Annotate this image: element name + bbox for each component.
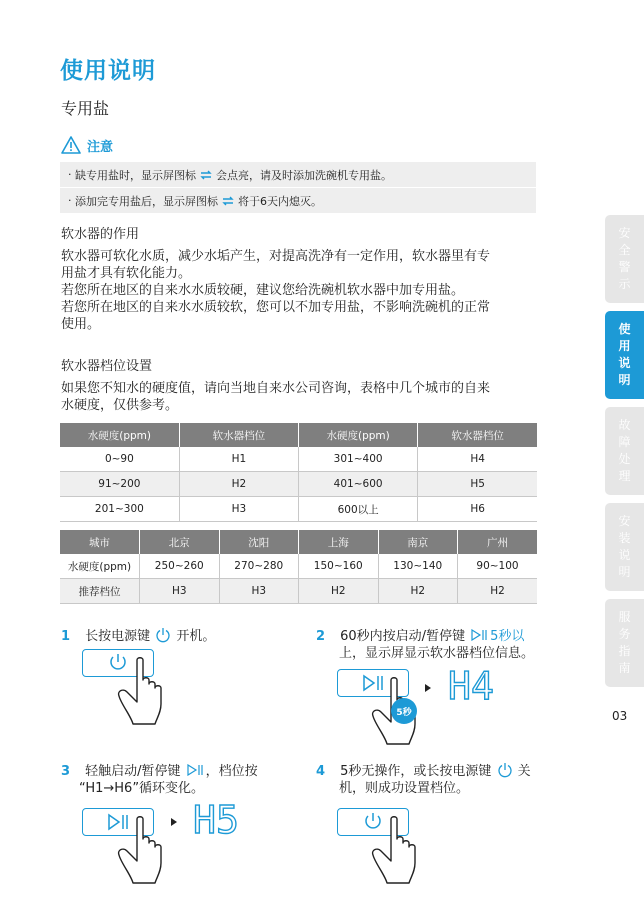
table-cell: 130~140	[378, 554, 458, 579]
tab-char: 处	[618, 452, 631, 466]
table-row	[60, 447, 537, 472]
tab-char: 装	[618, 531, 631, 545]
note-text-before: 缺专用盐时，显示屏图标	[75, 168, 196, 182]
step-number: 3	[61, 764, 71, 779]
step-text: 关	[517, 764, 531, 779]
softener-paragraph	[61, 248, 537, 333]
table-cell: 600以上	[299, 497, 418, 522]
table-cell: 水硬度(ppm)	[60, 554, 140, 579]
note-text-after: 将于6天内熄灭。	[238, 194, 322, 208]
step-text: 机，则成功设置档位。	[339, 781, 470, 796]
levels-paragraph	[61, 380, 537, 414]
tab-char: 务	[618, 627, 631, 641]
step-3	[61, 760, 301, 797]
sidebar-tab-service[interactable]	[605, 599, 644, 687]
section-title: 专用盐	[61, 99, 110, 118]
display-readout	[448, 668, 496, 702]
pressing-hand-icon	[116, 815, 166, 887]
display-text: H4	[448, 668, 494, 702]
step-2	[316, 625, 606, 662]
tab-char: 理	[618, 469, 631, 483]
tab-char: 安	[618, 514, 631, 528]
levels-line: 水硬度，仅供参考。	[61, 398, 179, 413]
table-cell: H2	[378, 579, 458, 604]
table-header: 软水器档位	[418, 423, 537, 447]
page-title: 使用说明	[60, 58, 156, 84]
table-header: 上海	[299, 530, 379, 554]
table-cell: H3	[179, 497, 298, 522]
note-text-after: 会点亮，请及时添加洗碗机专用盐。	[216, 168, 392, 182]
softener-line: 使用。	[61, 317, 101, 332]
table-cell: 90~100	[458, 554, 538, 579]
table-header: 水硬度(ppm)	[299, 423, 418, 447]
table-cell: 91~200	[60, 472, 179, 497]
step-text: 5秒无操作，或长按电源键	[340, 764, 492, 779]
tab-char: 服	[618, 610, 631, 624]
display-readout	[193, 802, 241, 836]
sidebar-tab-usage[interactable]	[605, 311, 644, 399]
sidebar-tab-troubleshooting[interactable]	[605, 407, 644, 495]
table-cell: H3	[140, 579, 220, 604]
tab-char: 安	[618, 226, 631, 240]
softener-line: 若您所在地区的自来水水质较软，您可以不加专用盐，不影响洗碗机的正常	[61, 300, 491, 315]
table-row	[60, 497, 537, 522]
caution-note-1	[60, 162, 536, 187]
table-header: 北京	[140, 530, 220, 554]
step-text: ，档位按	[205, 764, 258, 779]
step-text: 轻触启动/暂停键	[85, 764, 181, 779]
table-cell: H6	[418, 497, 537, 522]
table-header: 沈阳	[219, 530, 299, 554]
tab-char: 示	[618, 277, 631, 291]
city-table	[60, 530, 537, 604]
softener-line: 若您所在地区的自来水水质较硬，建议您给洗碗机软水器中加专用盐。	[61, 283, 465, 298]
salt-indicator-icon	[199, 169, 213, 181]
table-cell: 150~160	[299, 554, 379, 579]
step-number: 2	[316, 629, 326, 644]
warning-icon	[61, 136, 81, 154]
caution-heading	[61, 134, 113, 156]
pressing-hand-icon	[116, 656, 166, 728]
table-cell: H4	[418, 447, 537, 472]
table-cell: H2	[299, 579, 379, 604]
softener-line: 用盐才具有软化能力。	[61, 266, 192, 281]
caution-note-2	[60, 188, 536, 213]
table-cell: 270~280	[219, 554, 299, 579]
page-number: 03	[612, 709, 628, 723]
tab-char: 明	[618, 565, 631, 579]
table-cell: H2	[179, 472, 298, 497]
arrow-right-icon	[425, 684, 431, 692]
step-text-duration: 5秒以	[490, 629, 525, 644]
softener-line: 软水器可软化水质，减少水垢产生，对提高洗净有一定作用，软水器里有专	[61, 249, 491, 264]
arrow-right-icon	[171, 818, 177, 826]
note-text-before: 添加完专用盐后，显示屏图标	[75, 194, 218, 208]
bullet: ·	[68, 168, 72, 181]
table-cell: H3	[219, 579, 299, 604]
table-cell: H1	[179, 447, 298, 472]
play-pause-icon	[186, 764, 206, 776]
pressing-hand-icon	[370, 815, 420, 887]
step-text: 长按电源键	[85, 629, 151, 644]
table-cell: H5	[418, 472, 537, 497]
sidebar-tab-installation[interactable]	[605, 503, 644, 591]
step-number: 1	[61, 629, 71, 644]
tab-char: 故	[618, 418, 631, 432]
display-text: H5	[193, 802, 239, 836]
tab-char: 用	[618, 339, 631, 353]
levels-line: 如果您不知水的硬度值，请向当地自来水公司咨询，表格中几个城市的自来	[61, 381, 491, 396]
tab-char: 说	[618, 548, 631, 562]
tab-char: 全	[618, 243, 631, 257]
hold-duration-badge: 5秒	[391, 698, 417, 724]
tab-char: 警	[618, 260, 631, 274]
softener-heading: 软水器的作用	[61, 227, 140, 242]
power-icon	[497, 762, 513, 778]
step-text: 上，显示屏显示软水器档位信息。	[339, 646, 535, 661]
table-row	[60, 472, 537, 497]
table-header: 水硬度(ppm)	[60, 423, 179, 447]
sidebar-tab-safety[interactable]	[605, 215, 644, 303]
levels-heading: 软水器档位设置	[61, 359, 153, 374]
table-header: 软水器档位	[179, 423, 298, 447]
hardness-table	[60, 423, 537, 522]
caution-label: 注意	[87, 139, 114, 155]
table-cell: 推荐档位	[60, 579, 140, 604]
table-cell: 0~90	[60, 447, 179, 472]
step-text: 60秒内按启动/暂停键	[340, 629, 466, 644]
table-cell: 201~300	[60, 497, 179, 522]
table-cell: 250~260	[140, 554, 220, 579]
step-text: “H1→H6”循环变化。	[79, 781, 205, 796]
table-cell: 401~600	[299, 472, 418, 497]
step-4	[316, 760, 556, 797]
salt-indicator-icon	[221, 195, 235, 207]
table-header: 城市	[60, 530, 140, 554]
table-row	[60, 579, 537, 604]
tab-char: 指	[618, 644, 631, 658]
tab-char: 障	[618, 435, 631, 449]
tab-char: 说	[618, 356, 631, 370]
power-icon	[155, 627, 171, 643]
tab-char: 明	[618, 373, 631, 387]
bullet: ·	[68, 194, 72, 207]
table-cell: 301~400	[299, 447, 418, 472]
table-header: 广州	[458, 530, 538, 554]
step-1	[61, 625, 215, 645]
step-number: 4	[316, 764, 326, 779]
play-pause-icon	[470, 629, 490, 641]
tab-char: 使	[618, 322, 631, 336]
table-cell: H2	[458, 579, 538, 604]
table-header: 南京	[378, 530, 458, 554]
table-row	[60, 554, 537, 579]
tab-char: 南	[618, 661, 631, 675]
step-text: 开机。	[176, 629, 216, 644]
